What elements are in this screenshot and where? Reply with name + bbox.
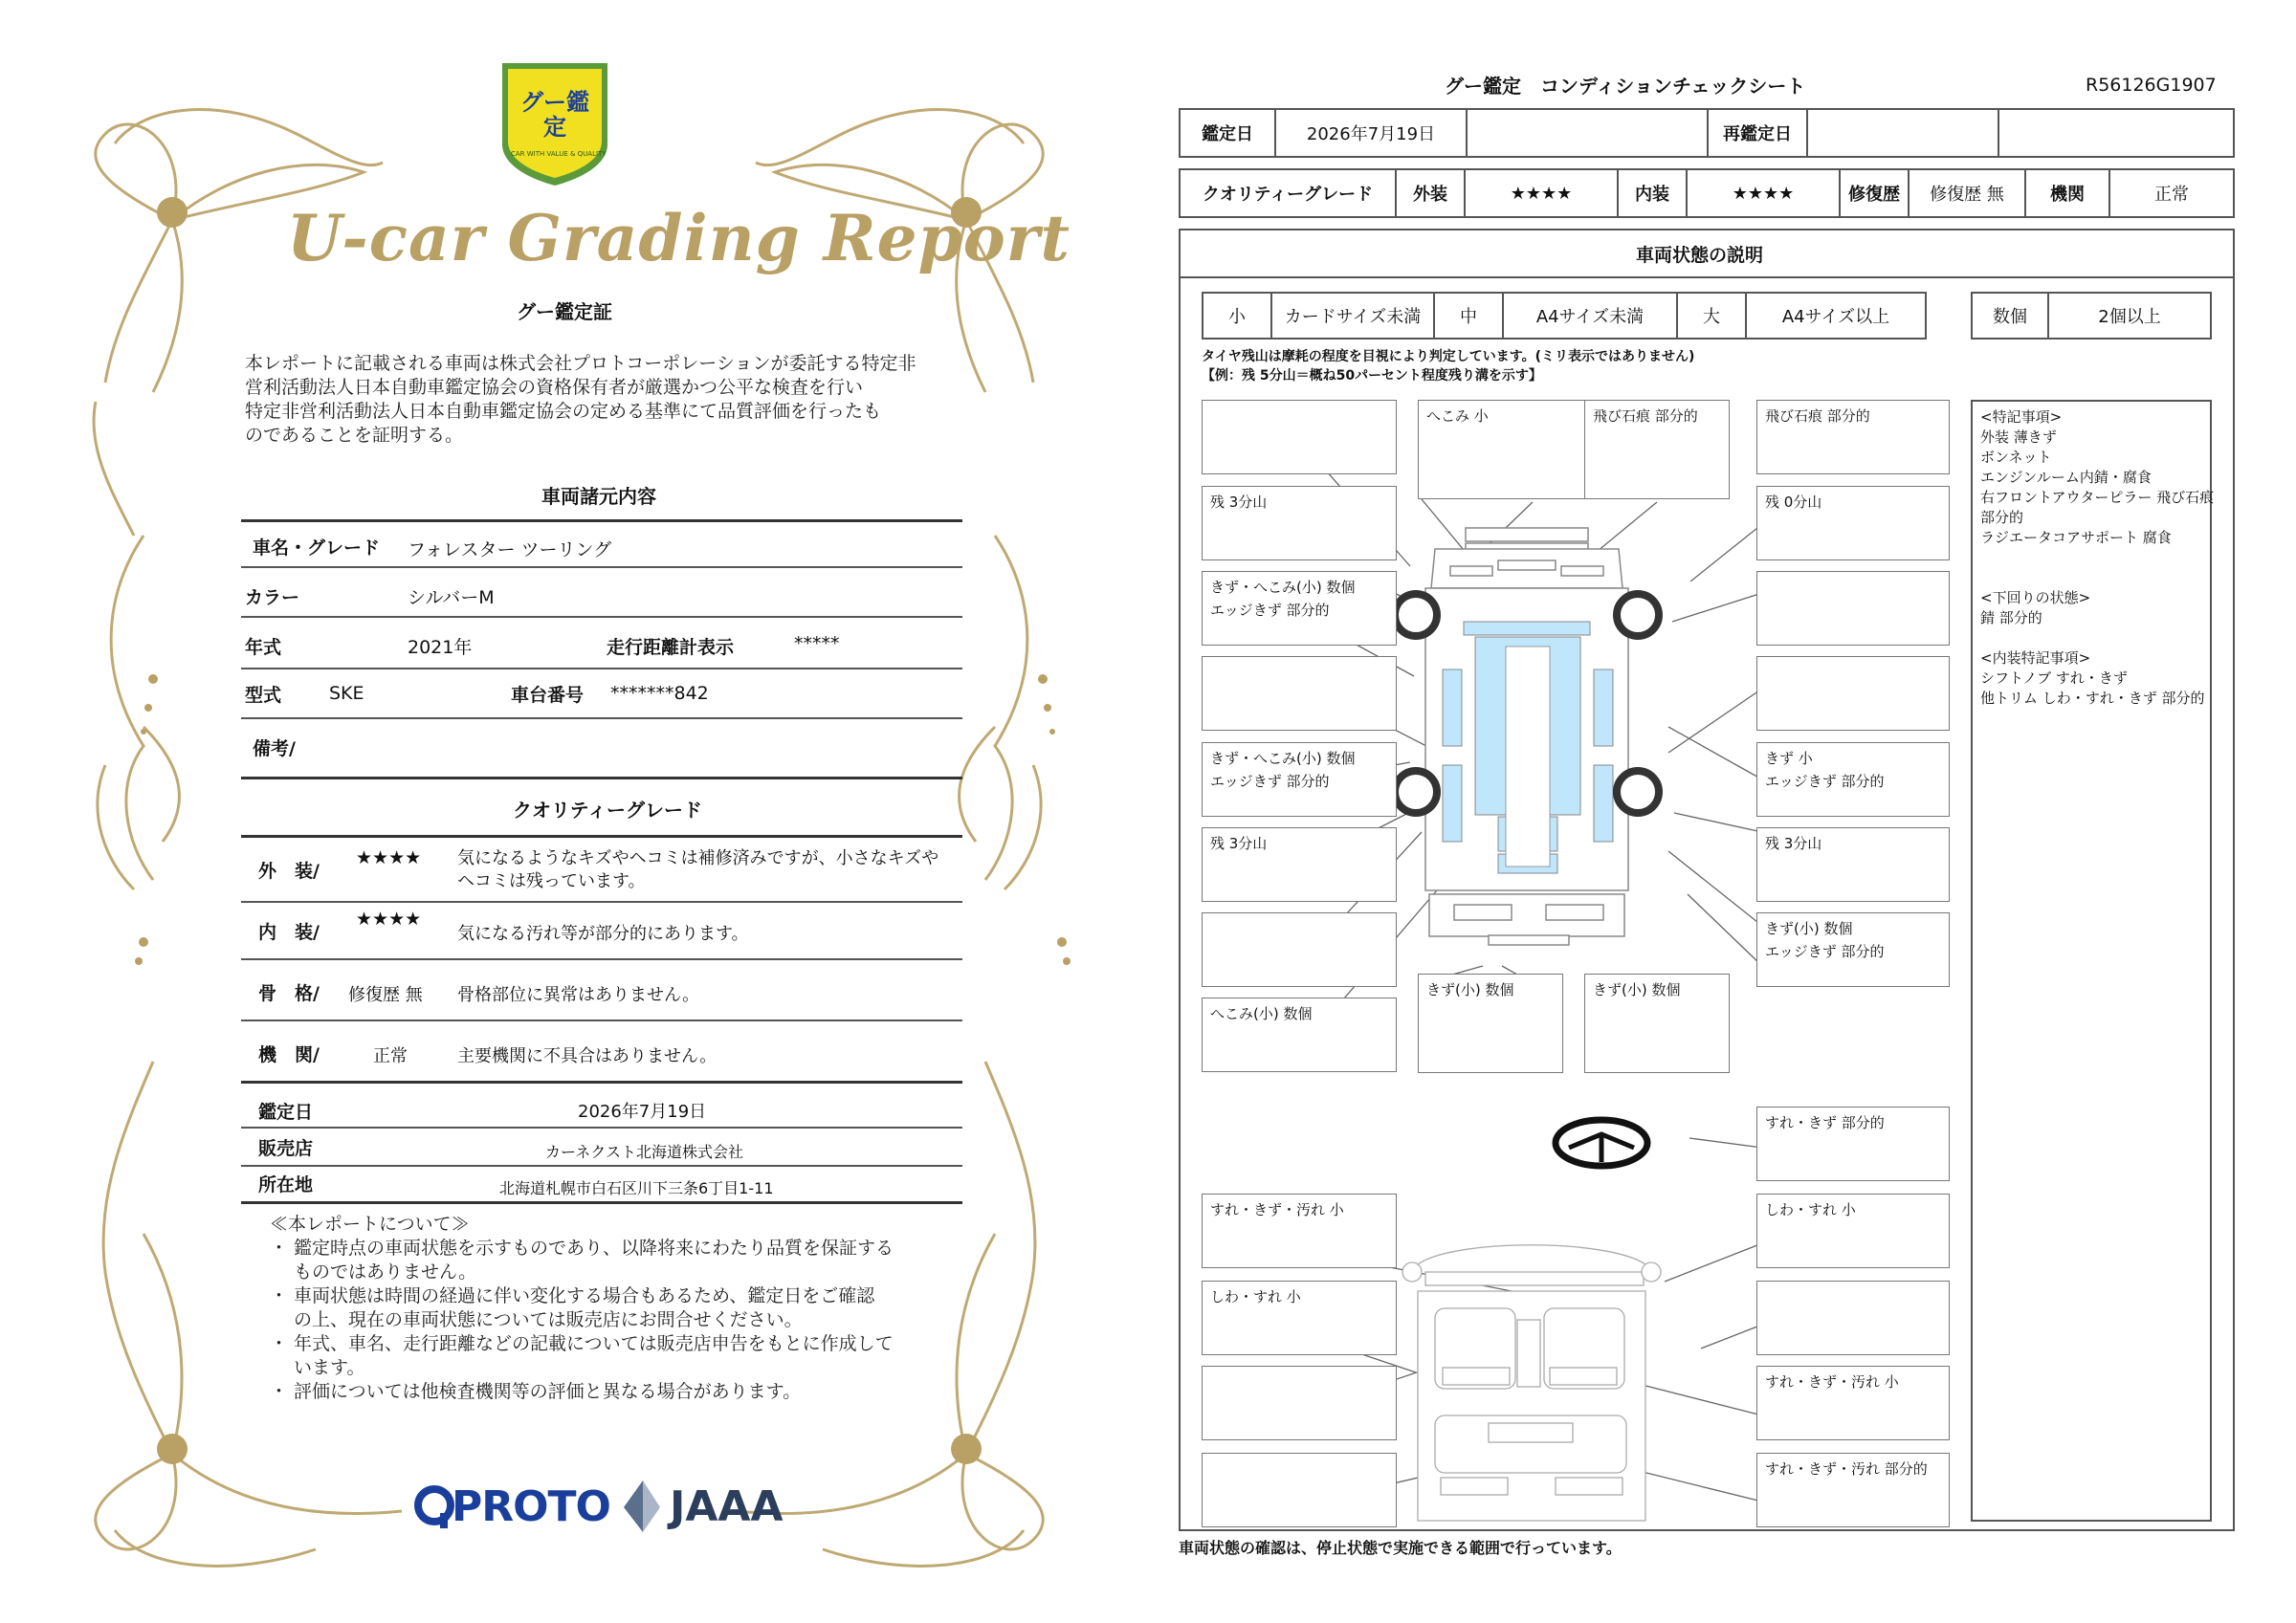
inspection-date-value: 2026年7月19日	[578, 1102, 707, 1122]
mileage-label: 走行距離計表示	[607, 637, 735, 658]
exterior-value-r: ★★★★	[1466, 170, 1619, 216]
box-bottom-mid1: きず(小) 数個	[1418, 974, 1563, 1073]
size-medium-desc: A4サイズ未満	[1504, 294, 1678, 338]
box-ir4: すれ・きず・汚れ 小	[1756, 1366, 1950, 1440]
engine-grade: 正常	[373, 1046, 408, 1066]
tire-note-1: タイヤ残山は摩耗の程度を目視により判定しています。(ミリ表示ではありません)	[1202, 349, 1695, 364]
box-l2: 残 3分山	[1202, 486, 1397, 560]
interior-grade: ★★★★	[356, 909, 422, 930]
sheet-title: グー鑑定 コンディションチェックシート	[1445, 75, 1806, 98]
chassis-label: 車台番号	[511, 685, 585, 706]
sheet-id: R56126G1907	[2086, 75, 2217, 96]
box-top-mid1: へこみ 小	[1418, 400, 1605, 499]
exterior-label-r: 外装	[1397, 170, 1466, 216]
size-medium: 中	[1435, 294, 1504, 338]
box-l8: へこみ(小) 数個	[1202, 998, 1397, 1072]
condition-check-sheet	[1167, 0, 2296, 1623]
remarks-label: 備考/	[253, 738, 296, 759]
special-notes-box: <特記事項> 外装 薄きず ボンネット エンジンルーム内錆・腐食 右フロントアウターピラー 飛び石痕 部分的 ラジエータコアサポート 腐食 <下回りの状態> 錆 部分的 <内装特記事項> シフトノブ すれ・きず 他トリム しわ・すれ・きず 部分的	[1971, 400, 2212, 1522]
size-large: 大	[1678, 294, 1747, 338]
date-label: 鑑定日	[1181, 110, 1276, 156]
address-label: 所在地	[258, 1174, 314, 1195]
model-label: 型式	[245, 685, 282, 706]
proto-logo-icon	[411, 1484, 457, 1530]
proto-logo-text: PROTO	[452, 1482, 610, 1531]
badge-text: グー鑑定	[520, 89, 589, 141]
vehicle-section-title: 車両諸元内容	[541, 485, 656, 508]
box-ir1: すれ・きず 部分的	[1756, 1107, 1950, 1181]
color-value: シルバーM	[408, 587, 495, 608]
size-large-desc: A4サイズ以上	[1781, 307, 1890, 327]
jaaa-logo-text: JAAA	[670, 1482, 784, 1531]
grading-report-page	[0, 0, 1138, 1623]
address-value: 北海道札幌市白石区川下三条6丁目1-11	[499, 1179, 774, 1197]
box-l4	[1202, 656, 1397, 731]
report-script-title: U-car Grading Report	[287, 201, 1071, 275]
box-l7	[1202, 912, 1397, 987]
engine-label: 機 関/	[258, 1044, 320, 1065]
repair-value-r: 修復歴 無	[1910, 170, 2026, 216]
size-small-desc: カードサイズ未満	[1272, 294, 1435, 338]
box-l3: きず・へこみ(小) 数個 エッジきず 部分的	[1202, 571, 1397, 646]
box-r4	[1756, 656, 1950, 731]
report-notes: ≪本レポートについて≫ ・ 鑑定時点の車両状態を示すものであり、以降将来にわたり品質を保証する ものではありません。 ・ 車両状態は時間の経過に伴い変化する場合もあるため、鑑定日をご確認 の上、現在の車両状態については販売店にお問合せください。 ・ 年式、車名、走行距離などの記載については販売店申告をもとに作成して います。 ・ 評価については他検査機関等の評価と異なる場合があります。	[270, 1214, 894, 1402]
quality-section-title: クオリティーグレード	[513, 799, 702, 822]
dealer-label: 販売店	[258, 1138, 314, 1159]
year-value: 2021年	[408, 637, 473, 658]
tire-note-2: 【例：残 5分山＝概ね50パーセント程度残り溝を示す】	[1202, 368, 1542, 384]
badge-subtext: CAR WITH VALUE & QUALITY	[511, 150, 607, 158]
box-top-mid2: 飛び石痕 部分的	[1584, 400, 1730, 499]
box-r3	[1756, 571, 1950, 646]
box-top-right: 飛び石痕 部分的	[1756, 400, 1950, 474]
box-ir2: しわ・すれ 小	[1756, 1194, 1950, 1268]
chassis-value: *******842	[610, 683, 709, 704]
box-il3	[1202, 1366, 1397, 1440]
box-r6: 残 3分山	[1756, 827, 1950, 902]
certificate-title: グー鑑定証	[517, 300, 612, 323]
mileage-value: *****	[794, 633, 840, 654]
box-r5: きず 小 エッジきず 部分的	[1756, 742, 1950, 817]
box-bottom-mid2: きず(小) 数個	[1584, 974, 1730, 1073]
condition-title: 車両状態の説明	[1636, 245, 1764, 266]
box-ir5: すれ・きず・汚れ 部分的	[1756, 1453, 1950, 1527]
frame-label: 骨 格/	[258, 983, 320, 1004]
box-top-left	[1202, 400, 1397, 474]
interior-label-r: 内装	[1619, 170, 1688, 216]
footer-note: 車両状態の確認は、停止状態で実施できる範囲で行っています。	[1179, 1539, 1622, 1557]
box-l6: 残 3分山	[1202, 827, 1397, 902]
frame-desc: 骨格部位に異常はありません。	[457, 985, 700, 1005]
box-r2: 残 0分山	[1756, 486, 1950, 560]
notes-title: ≪本レポートについて≫	[270, 1214, 470, 1235]
exterior-grade: ★★★★	[356, 847, 422, 868]
count-desc: 2個以上	[2098, 307, 2161, 327]
exterior-desc: 気になるようなキズやヘコミは補修済みですが、小さなキズや ヘコミは残っています。	[457, 848, 939, 891]
count-label: 数個	[1973, 294, 2049, 338]
box-il4	[1202, 1453, 1397, 1527]
engine-label-r: 機関	[2026, 170, 2110, 216]
engine-value-r: 正常	[2154, 185, 2189, 205]
box-l5: きず・へこみ(小) 数個 エッジきず 部分的	[1202, 742, 1397, 817]
size-small: 小	[1203, 294, 1272, 338]
inspection-date-label: 鑑定日	[258, 1102, 314, 1123]
year-label: 年式	[245, 637, 282, 658]
intro-paragraph: 本レポートに記載される車両は株式会社プロトコーポレーションが委託する特定非 営利活動法人日本自動車鑑定協会の資格保有者が厳選かつ公平な検査を行い 特定非営利活動法人日本自動車鑑定協会の定める基準にて品質評価を行ったも のであることを証明する。	[245, 353, 916, 446]
interior-value-r: ★★★★	[1688, 170, 1841, 216]
repair-label-r: 修復歴	[1841, 170, 1910, 216]
box-r7: きず(小) 数個 エッジきず 部分的	[1756, 912, 1950, 987]
redate-label: 再鑑定日	[1709, 110, 1808, 156]
engine-desc: 主要機関に不具合はありません。	[457, 1046, 718, 1066]
color-label: カラー	[245, 587, 300, 608]
model-value: SKE	[329, 683, 364, 704]
exterior-label: 外 装/	[258, 861, 320, 882]
interior-label: 内 装/	[258, 922, 320, 943]
vehicle-name-label: 車名・グレード	[253, 537, 381, 559]
jaaa-logo-icon	[622, 1479, 662, 1534]
vehicle-name-value: フォレスター ツーリング	[408, 539, 612, 560]
frame-grade: 修復歴 無	[348, 985, 423, 1005]
dealer-value: カーネクスト北海道株式会社	[545, 1143, 744, 1161]
box-il2: しわ・すれ 小	[1202, 1281, 1397, 1355]
date-value: 2026年7月19日	[1276, 110, 1468, 156]
steering-wheel-icon	[1556, 1120, 1647, 1166]
box-ir3	[1756, 1281, 1950, 1355]
quality-grade-label: クオリティーグレード	[1181, 170, 1397, 216]
box-il1: すれ・きず・汚れ 小	[1202, 1194, 1397, 1268]
interior-desc: 気になる汚れ等が部分的にあります。	[457, 924, 749, 944]
